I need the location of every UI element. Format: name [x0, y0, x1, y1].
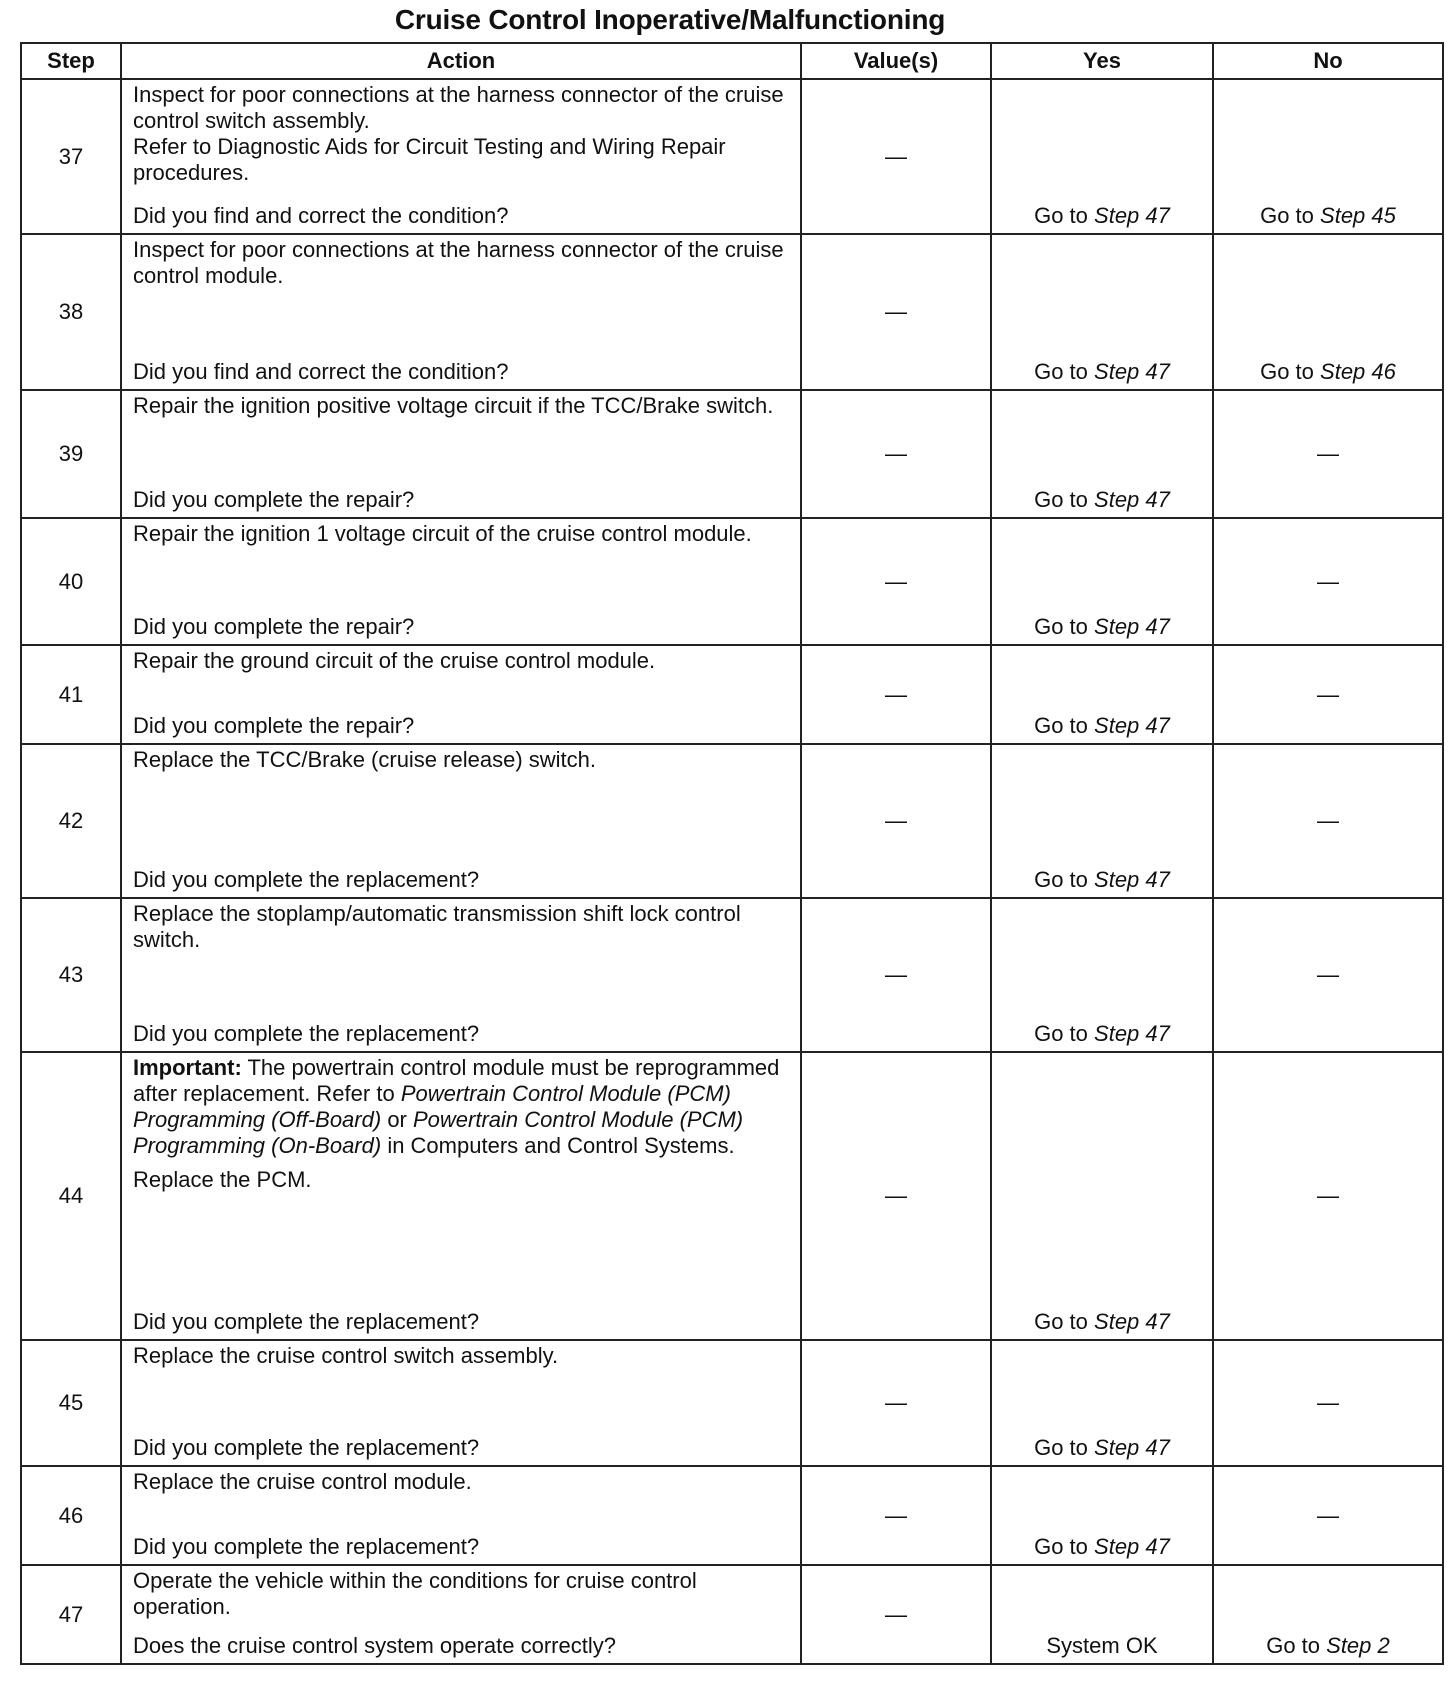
value-cell [801, 390, 991, 518]
yes-cell: Go to Step 47 [991, 79, 1213, 234]
action-question: Did you find and correct the condition? [133, 359, 509, 384]
important-note: Important: The powertrain control module must be reprogrammed after replacement. Refer to Powertrain Control Module (PCM) Programming (Off-Board) or Powertrain Control Module (PCM) Programming (On-Board) in Computers and Control Systems. [133, 1055, 780, 1158]
value-cell [801, 1340, 991, 1466]
yes-cell: Go to Step 47 [991, 1340, 1213, 1466]
action-cell [121, 79, 801, 234]
action-question: Did you complete the replacement? [133, 1021, 480, 1046]
action-cell [121, 744, 801, 898]
step-number: 44 [21, 1052, 121, 1340]
step-link[interactable]: Step 47 [1094, 203, 1170, 228]
step-link[interactable]: Step 45 [1320, 203, 1396, 228]
yes-cell: Go to Step 47 [991, 1466, 1213, 1565]
table-row [21, 390, 1443, 518]
value-text: — [885, 568, 907, 594]
value-text: — [885, 1183, 907, 1208]
action-question: Did you complete the replacement? [133, 1435, 480, 1460]
header-no: No [1213, 43, 1443, 79]
value-cell [801, 518, 991, 645]
yes-cell: Go to Step 47 [991, 234, 1213, 390]
table-row [21, 1565, 1443, 1664]
header-action: Action [121, 43, 801, 79]
no-cell [1213, 1340, 1443, 1466]
table-row [21, 1340, 1443, 1466]
no-cell: Go to Step 2 [1213, 1565, 1443, 1664]
step-link[interactable]: Step 47 [1094, 1435, 1170, 1460]
yes-cell [991, 1565, 1213, 1664]
value-text: — [885, 1601, 907, 1627]
action-text: Refer to Diagnostic Aids for Circuit Testing and Wiring Repair procedures. [133, 134, 726, 185]
action-question: Did you complete the replacement? [133, 1534, 480, 1559]
action-text: Operate the vehicle within the conditions for cruise control operation. [133, 1568, 697, 1619]
step-link[interactable]: Step 47 [1094, 713, 1170, 738]
step-link[interactable]: Step 46 [1320, 359, 1396, 384]
step-link[interactable]: Step 47 [1094, 1021, 1170, 1046]
yes-text: System OK [1046, 1633, 1158, 1658]
step-number: 41 [21, 645, 121, 744]
action-cell [121, 898, 801, 1052]
yes-cell: Go to Step 47 [991, 390, 1213, 518]
value-cell [801, 1466, 991, 1565]
value-text: — [885, 1390, 907, 1415]
header-yes: Yes [991, 43, 1213, 79]
step-link[interactable]: Step 47 [1094, 614, 1170, 639]
value-cell [801, 744, 991, 898]
action-text: Replace the TCC/Brake (cruise release) switch. [133, 747, 596, 772]
action-text: Inspect for poor connections at the harness connector of the cruise control module. [133, 237, 784, 288]
action-question: Did you complete the repair? [133, 487, 415, 512]
action-cell [121, 234, 801, 390]
value-text: — [885, 681, 907, 707]
step-link[interactable]: Step 47 [1094, 359, 1170, 384]
no-text: — [1317, 568, 1339, 594]
no-cell: Go to Step 45 [1213, 79, 1443, 234]
step-number: 38 [21, 234, 121, 390]
action-question: Did you complete the replacement? [133, 1309, 480, 1334]
value-cell [801, 898, 991, 1052]
no-cell [1213, 645, 1443, 744]
yes-cell: Go to Step 47 [991, 518, 1213, 645]
action-question: Did you complete the replacement? [133, 867, 480, 892]
no-cell [1213, 1052, 1443, 1340]
doc-reference[interactable]: Powertrain Control Module (PCM) Programming (Off-Board) [133, 1081, 731, 1132]
step-number: 42 [21, 744, 121, 898]
action-text: Replace the cruise control module. [133, 1469, 472, 1494]
action-question: Did you find and correct the condition? [133, 203, 509, 228]
step-number: 46 [21, 1466, 121, 1565]
value-cell [801, 234, 991, 390]
step-link[interactable]: Step 47 [1094, 867, 1170, 892]
diagnostic-table [20, 42, 1444, 1665]
value-text: — [885, 808, 907, 833]
no-text: — [1317, 1390, 1339, 1415]
value-cell [801, 1565, 991, 1664]
table-row [21, 518, 1443, 645]
value-text: — [885, 143, 907, 169]
step-link[interactable]: Step 2 [1326, 1633, 1390, 1658]
action-text: Inspect for poor connections at the harness connector of the cruise control switch assembly. [133, 82, 784, 133]
table-row [21, 898, 1443, 1052]
yes-cell: Go to Step 47 [991, 898, 1213, 1052]
yes-cell: Go to Step 47 [991, 744, 1213, 898]
step-number: 43 [21, 898, 121, 1052]
step-number: 40 [21, 518, 121, 645]
action-question: Did you complete the repair? [133, 713, 415, 738]
table-row [21, 1466, 1443, 1565]
no-text: — [1317, 808, 1339, 833]
important-label: Important: [133, 1055, 242, 1080]
value-text: — [885, 962, 907, 987]
no-cell [1213, 518, 1443, 645]
no-text: — [1317, 962, 1339, 987]
step-number: 45 [21, 1340, 121, 1466]
table-row [21, 1052, 1443, 1340]
action-cell [121, 518, 801, 645]
no-text: — [1317, 1502, 1339, 1528]
table-row [21, 79, 1443, 234]
value-text: — [885, 441, 907, 466]
no-cell [1213, 1466, 1443, 1565]
value-cell [801, 79, 991, 234]
value-text: — [885, 299, 907, 324]
no-cell [1213, 898, 1443, 1052]
table-row [21, 744, 1443, 898]
action-text: Repair the ignition 1 voltage circuit of the cruise control module. [133, 521, 752, 546]
step-link[interactable]: Step 47 [1094, 487, 1170, 512]
yes-cell: Go to Step 47 [991, 645, 1213, 744]
no-text: — [1317, 681, 1339, 707]
step-link[interactable]: Step 47 [1094, 1309, 1170, 1334]
yes-cell: Go to Step 47 [991, 1052, 1213, 1340]
no-cell [1213, 744, 1443, 898]
page-title: Cruise Control Inoperative/Malfunctioning [394, 4, 946, 35]
action-text: Replace the cruise control switch assembly. [133, 1343, 559, 1368]
step-number: 47 [21, 1565, 121, 1664]
action-question: Did you complete the repair? [133, 614, 415, 639]
action-cell [121, 645, 801, 744]
no-cell [1213, 390, 1443, 518]
action-text: Repair the ground circuit of the cruise control module. [133, 648, 656, 673]
action-cell [121, 1340, 801, 1466]
header-step: Step [21, 43, 121, 79]
value-cell [801, 645, 991, 744]
action-cell [121, 390, 801, 518]
no-cell: Go to Step 46 [1213, 234, 1443, 390]
action-text: Replace the stoplamp/automatic transmission shift lock control switch. [133, 901, 741, 952]
table-row [21, 645, 1443, 744]
table-row [21, 234, 1443, 390]
action-cell [121, 1466, 801, 1565]
action-text: Repair the ignition positive voltage circuit if the TCC/Brake switch. [133, 393, 774, 418]
action-text: Replace the PCM. [133, 1167, 312, 1192]
action-cell [121, 1052, 801, 1340]
value-cell [801, 1052, 991, 1340]
step-number: 39 [21, 390, 121, 518]
action-cell [121, 1565, 801, 1664]
step-link[interactable]: Step 47 [1094, 1534, 1170, 1559]
no-text: — [1317, 1183, 1339, 1208]
header-row [21, 43, 1443, 79]
value-text: — [885, 1502, 907, 1528]
doc-reference[interactable]: Powertrain Control Module (PCM) Programming (On-Board) [133, 1107, 744, 1158]
no-text: — [1317, 441, 1339, 466]
step-number: 37 [21, 79, 121, 234]
header-values: Value(s) [801, 43, 991, 79]
action-question: Does the cruise control system operate correctly? [133, 1633, 616, 1658]
